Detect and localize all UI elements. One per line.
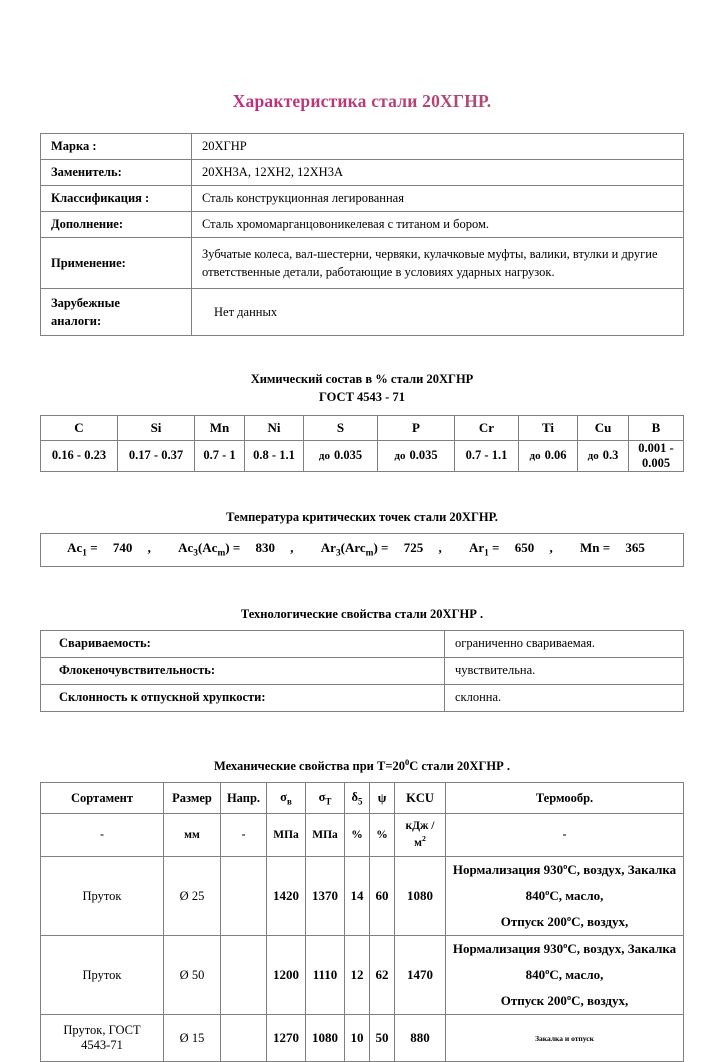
mech-cell-sigma-t: 1370: [306, 857, 345, 936]
page-title: Характеристика стали 20ХГНР.: [40, 0, 684, 111]
mech-unit-kcu: кДж / $м^2$: [395, 814, 446, 857]
mech-header-delta5: $\delta_5$: [345, 783, 370, 814]
chem-value-p: [378, 440, 455, 471]
info-value-marka: 20ХГНР: [192, 134, 684, 160]
mech-unit-sigma-v: МПа: [267, 814, 306, 857]
chem-header-mn: Mn: [195, 415, 245, 440]
tech-value-flokenochuvstvitelnost: чувствительна.: [445, 657, 684, 684]
mech-header-razmer: Размер: [164, 783, 221, 814]
tech-value-svarivaemost: ограниченно свариваемая.: [445, 630, 684, 657]
chem-number-s: 0.035: [333, 448, 363, 462]
mech-cell-sortament: Пруток, ГОСТ 4543-71: [41, 1015, 164, 1062]
mech-cell-kcu: 880: [395, 1015, 446, 1062]
info-label-zamenitel: Заменитель:: [41, 160, 192, 186]
mechanical-properties-table: [40, 782, 684, 1062]
table-row: [41, 684, 684, 711]
critical-points-caption: Температура критических точек стали 20ХГНР.: [226, 509, 498, 524]
mech-cell-napr: [221, 936, 267, 1015]
mech-cell-napr: [221, 1015, 267, 1062]
table-row: [41, 857, 684, 936]
chemical-composition-table: [40, 415, 684, 472]
chem-value-cu: [578, 440, 629, 471]
mech-unit-psi: %: [370, 814, 395, 857]
mech-cell-sigma-v: 1200: [267, 936, 306, 1015]
critical-point-ar3: $Ar_3(Arc_m) = 725$ ,: [320, 540, 442, 559]
chem-number-ti: 0.06: [544, 448, 567, 462]
info-label-marka: Марка :: [41, 134, 192, 160]
chem-value-si: 0.17 - 0.37: [118, 440, 195, 471]
info-value-klassifikaciya: Сталь конструкционная легированная: [192, 186, 684, 212]
table-row: [41, 657, 684, 684]
info-value-dopolnenie: Сталь хромомарганцовоникелевая с титаном и бором.: [192, 212, 684, 238]
table-row: [41, 238, 684, 289]
chem-value-s: [304, 440, 378, 471]
chem-number-p: 0.035: [409, 448, 438, 462]
mech-cell-psi: 50: [370, 1015, 395, 1062]
info-label-zarubezhnye-analogi: Зарубежные аналоги:: [41, 289, 192, 336]
chem-value-b: 0.001 - 0.005: [629, 440, 684, 471]
mech-cell-sortament: Пруток: [41, 857, 164, 936]
chem-header-p: P: [378, 415, 455, 440]
mech-cell-size: Ø 25: [164, 857, 221, 936]
technological-properties-table: [40, 630, 684, 712]
chem-header-s: S: [304, 415, 378, 440]
table-row: [41, 533, 684, 566]
mech-cell-size: Ø 15: [164, 1015, 221, 1062]
mech-cell-kcu: 1080: [395, 857, 446, 936]
critical-point-ar1: $Ar_1 = 650$ ,: [468, 540, 553, 559]
chem-header-c: C: [41, 415, 118, 440]
info-value-zamenitel: 20ХН3А, 12ХН2, 12ХН3А: [192, 160, 684, 186]
mech-unit-sigma-t: МПа: [306, 814, 345, 857]
critical-points-table: [40, 533, 684, 567]
table-header-row: [41, 783, 684, 814]
chem-value-mn: 0.7 - 1: [195, 440, 245, 471]
chem-header-si: Si: [118, 415, 195, 440]
mech-cell-delta5: 12: [345, 936, 370, 1015]
mech-header-sigma-v: $\sigma_в$: [267, 783, 306, 814]
mech-header-sortament: Сортамент: [41, 783, 164, 814]
mech-cell-delta5: 10: [345, 1015, 370, 1062]
chem-header-cr: Cr: [455, 415, 519, 440]
steel-info-table: [40, 133, 684, 336]
mech-cell-sigma-t: 1080: [306, 1015, 345, 1062]
mech-cell-delta5: 14: [345, 857, 370, 936]
mech-unit-termoobr: -: [446, 814, 684, 857]
chem-header-b: B: [629, 415, 684, 440]
info-value-zarubezhnye-analogi: Нет данных: [192, 289, 684, 336]
table-row: [41, 1015, 684, 1062]
table-row: [41, 936, 684, 1015]
table-row: [41, 186, 684, 212]
tech-label-flokenochuvstvitelnost: Флокеночувствительность:: [41, 657, 445, 684]
mech-cell-sigma-v: 1270: [267, 1015, 306, 1062]
mech-cell-kcu: 1470: [395, 936, 446, 1015]
chem-number-cu: 0.3: [602, 448, 619, 462]
mech-unit-delta5: %: [345, 814, 370, 857]
info-label-primenenie: Применение:: [41, 238, 192, 289]
tech-label-svarivaemost: Свариваемость:: [41, 630, 445, 657]
table-row: [41, 134, 684, 160]
mech-cell-psi: 60: [370, 857, 395, 936]
mech-header-kcu: KCU: [395, 783, 446, 814]
table-header-row: [41, 415, 684, 440]
chemical-composition-caption: [40, 370, 684, 406]
table-row: [41, 630, 684, 657]
chem-header-ti: Ti: [519, 415, 578, 440]
table-units-row: [41, 814, 684, 857]
mech-unit-sortament: -: [41, 814, 164, 857]
chem-header-ni: Ni: [245, 415, 304, 440]
chem-value-c: 0.16 - 0.23: [41, 440, 118, 471]
mech-cell-heat-treatment: Нормализация 930ºC, воздух, Закалка 840ºC, масло, Отпуск 200ºC, воздух,: [446, 857, 684, 936]
info-label-dopolnenie: Дополнение:: [41, 212, 192, 238]
critical-point-mn: Mn = 365: [579, 540, 645, 556]
table-row: [41, 160, 684, 186]
table-row: [41, 289, 684, 336]
chem-prefix-do: до: [587, 450, 599, 462]
mech-cell-sortament: Пруток: [41, 936, 164, 1015]
chem-value-ti: [519, 440, 578, 471]
chem-prefix-do: до: [529, 450, 541, 462]
mech-unit-napr: -: [221, 814, 267, 857]
mechanical-properties-caption: Механические свойства при $T=20^0C$ стали 20ХГНР .: [214, 756, 510, 773]
critical-points-values: [41, 533, 684, 566]
mech-unit-razmer: мм: [164, 814, 221, 857]
info-value-primenenie: Зубчатые колеса, вал-шестерни, червяки, кулачковые муфты, валики, втулки и другие ответственные детали, работающие в условиях ударных нагрузок.: [192, 238, 684, 289]
critical-point-ac3: $Ac_3(Ac_m) = 830$ ,: [178, 540, 294, 559]
mech-header-psi: ψ: [370, 783, 395, 814]
technological-properties-caption: Технологические свойства стали 20ХГНР .: [240, 606, 484, 621]
table-row: [41, 440, 684, 471]
mech-cell-napr: [221, 857, 267, 936]
critical-point-ac1: $Ac_1 = 740$ ,: [67, 540, 151, 559]
table-row: [41, 212, 684, 238]
chem-header-cu: Cu: [578, 415, 629, 440]
chem-caption-line1: Химический состав в % стали 20ХГНР: [250, 372, 474, 387]
chem-value-cr: 0.7 - 1.1: [455, 440, 519, 471]
tech-label-sklonnost: Склонность к отпускной хрупкости:: [41, 684, 445, 711]
mech-cell-heat-treatment: Нормализация 930ºC, воздух, Закалка 840ºC, масло, Отпуск 200ºC, воздух,: [446, 936, 684, 1015]
chem-caption-line2: ГОСТ 4543 - 71: [319, 390, 405, 405]
mech-header-sigma-t: $\sigma_T$: [306, 783, 345, 814]
tech-value-sklonnost: склонна.: [445, 684, 684, 711]
chem-prefix-do: до: [318, 450, 330, 462]
chem-value-ni: 0.8 - 1.1: [245, 440, 304, 471]
info-label-klassifikaciya: Классификация :: [41, 186, 192, 212]
chem-prefix-do: до: [394, 450, 406, 462]
mech-cell-sigma-t: 1110: [306, 936, 345, 1015]
mech-cell-size: Ø 50: [164, 936, 221, 1015]
mech-cell-sigma-v: 1420: [267, 857, 306, 936]
mech-header-napr: Напр.: [221, 783, 267, 814]
mech-header-termoobr: Термообр.: [446, 783, 684, 814]
mech-cell-psi: 62: [370, 936, 395, 1015]
mech-cell-heat-treatment: Закалка и отпуск: [446, 1015, 684, 1062]
